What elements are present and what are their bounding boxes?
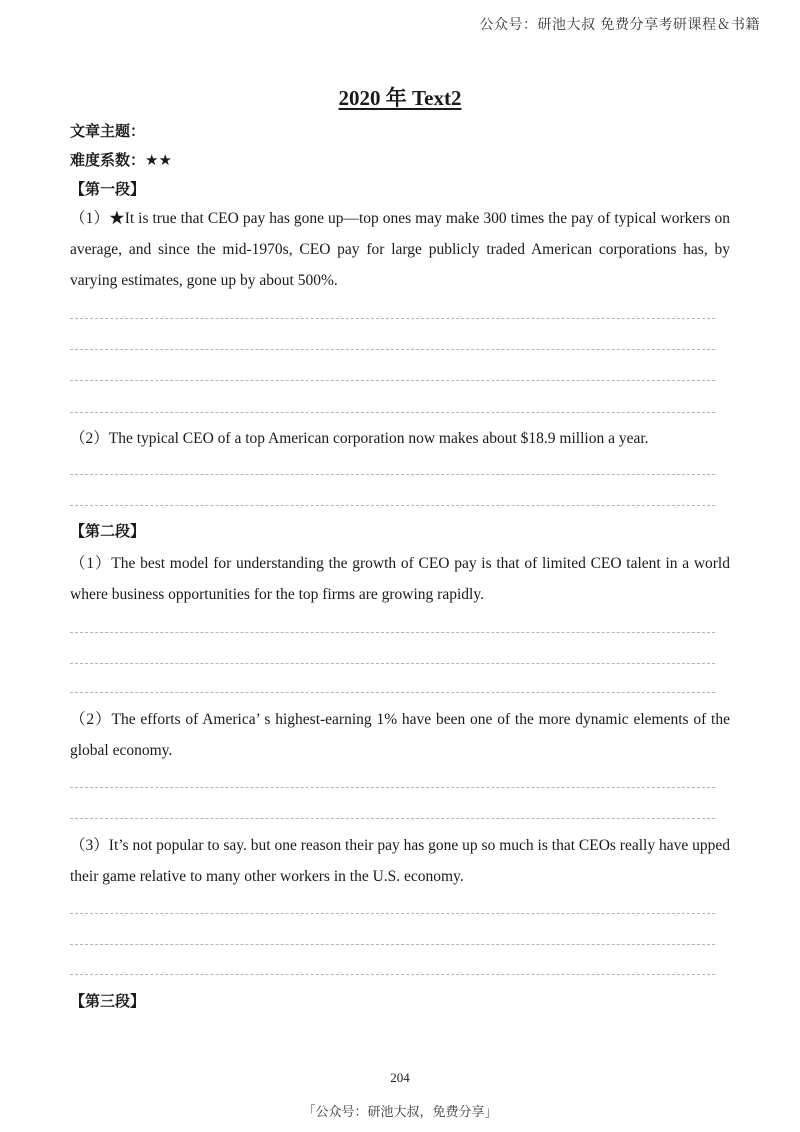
theme-label: 文章主题： xyxy=(70,122,146,140)
answer-line xyxy=(70,318,715,319)
section-heading-1: 【第一段】 xyxy=(70,180,146,198)
answer-line xyxy=(70,818,715,819)
paragraph-1-sentence-2: （2）The typical CEO of a top American corporation now makes about $18.9 million a year. xyxy=(70,430,649,447)
footer-watermark: 「公众号：研池大叔，免费分享」 xyxy=(302,1105,498,1120)
answer-line xyxy=(70,944,715,945)
page-title: 2020 年 Text2 xyxy=(338,86,462,110)
answer-line xyxy=(70,632,715,633)
page-number: 204 xyxy=(390,1070,410,1085)
answer-line xyxy=(70,474,715,475)
answer-line xyxy=(70,349,715,350)
answer-line xyxy=(70,663,715,664)
difficulty-label: 难度系数： xyxy=(70,151,146,169)
answer-line xyxy=(70,787,715,788)
section-heading-2: 【第二段】 xyxy=(70,522,146,540)
paragraph-1-sentence-1: （1）★It is true that CEO pay has gone up—top ones may make 300 times the pay of typical workers on average, and since the mid-1970s, CEO pay for large publicly traded American corporations has, by varying estimates, gone up by about 500%. xyxy=(70,210,730,289)
difficulty-line xyxy=(70,149,172,170)
answer-line xyxy=(70,692,715,693)
answer-line xyxy=(70,974,715,975)
difficulty-stars: ★★ xyxy=(145,151,172,169)
paragraph-2-sentence-2: （2）The efforts of America’ s highest-earning 1% have been one of the more dynamic elements of the global economy. xyxy=(70,711,730,759)
section-heading-3: 【第三段】 xyxy=(70,992,146,1010)
paragraph-2-sentence-3: （3）It’s not popular to say. but one reason their pay has gone up so much is that CEOs really have upped their game relative to many other workers in the U.S. economy. xyxy=(70,837,730,885)
answer-line xyxy=(70,380,715,381)
answer-line xyxy=(70,505,715,506)
header-watermark: 公众号：研池大叔 免费分享考研课程＆书籍 xyxy=(479,17,760,33)
paragraph-2-sentence-1: （1）The best model for understanding the growth of CEO pay is that of limited CEO talent in a world where business opportunities for the top firms are growing rapidly. xyxy=(70,555,730,603)
answer-line xyxy=(70,412,715,413)
answer-line xyxy=(70,913,715,914)
